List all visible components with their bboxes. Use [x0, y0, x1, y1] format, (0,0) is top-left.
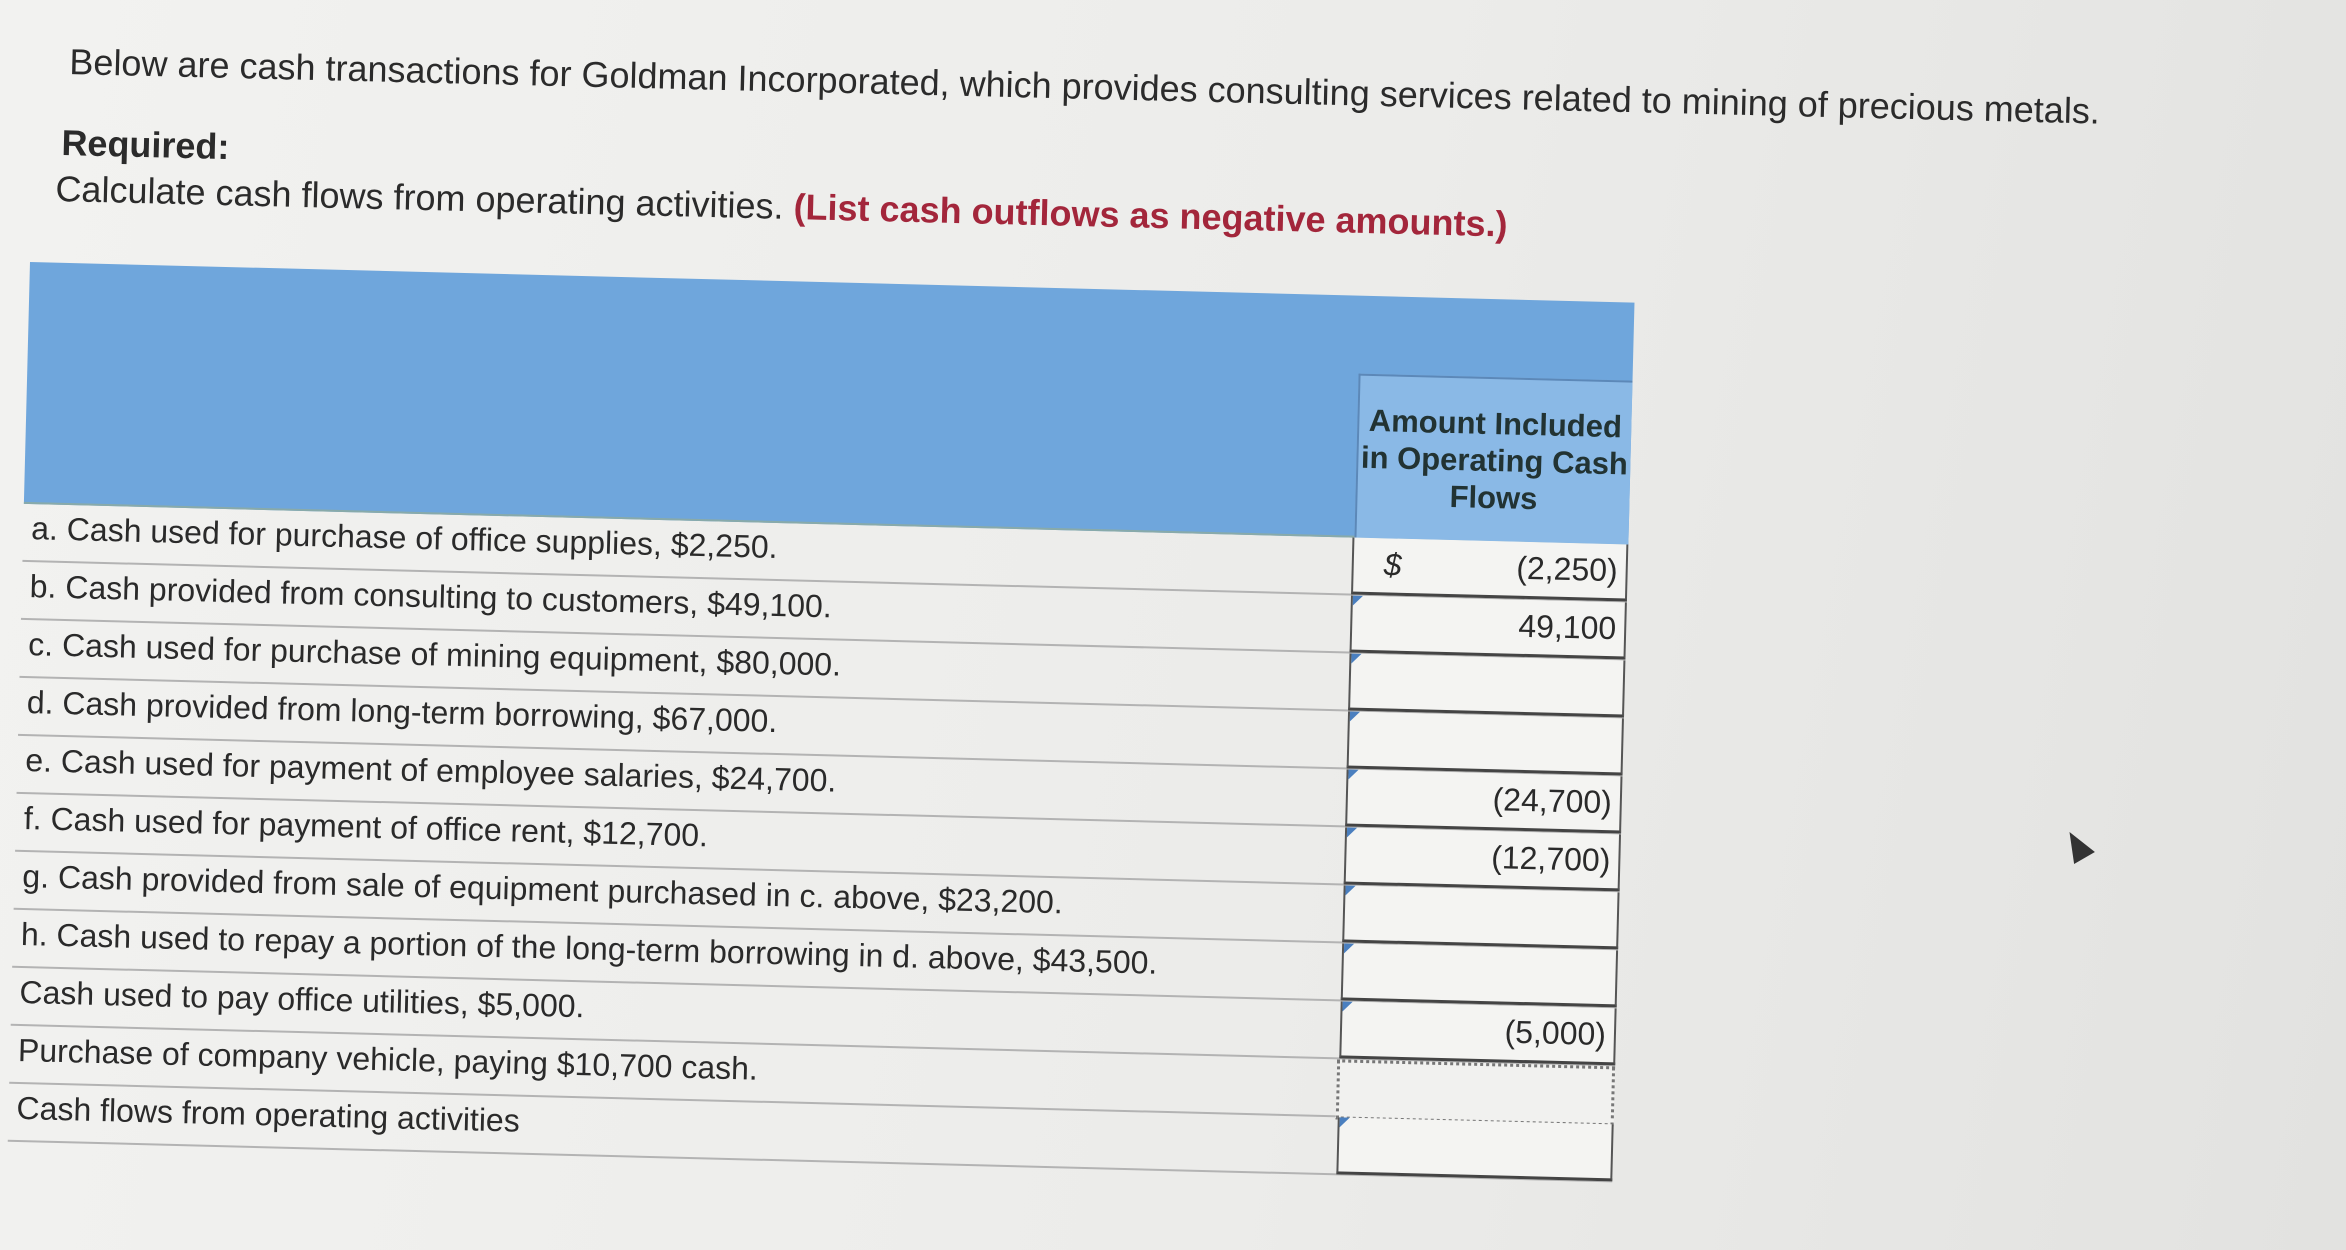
row-label: b. Cash provided from consulting to customers, $49,100.	[29, 568, 833, 625]
instruction-note: (List cash outflows as negative amounts.)	[793, 186, 1509, 245]
row-label: d. Cash provided from long-term borrowing, $67,000.	[26, 684, 778, 740]
cell-marker-icon	[1353, 596, 1363, 606]
amount-input[interactable]	[1336, 1059, 1615, 1126]
cell-marker-icon	[1345, 885, 1355, 895]
amount-value: (5,000)	[1504, 1013, 1607, 1053]
cell-marker-icon	[1350, 712, 1360, 722]
amount-value: (24,700)	[1492, 781, 1613, 821]
amount-column-header: Amount Included in Operating Cash Flows	[1354, 374, 1632, 545]
table-header	[24, 262, 1635, 545]
row-label: e. Cash used for payment of employee salaries, $24,700.	[24, 742, 837, 799]
amount-value: (2,250)	[1515, 549, 1619, 589]
cell-marker-icon	[1342, 1001, 1352, 1011]
instruction-main: Calculate cash flows from operating activities.	[54, 168, 785, 227]
row-label: f. Cash used for payment of office rent, $12,700.	[23, 800, 709, 854]
amount-value: (12,700)	[1490, 839, 1611, 879]
intro-text: Below are cash transactions for Goldman Incorporated, which provides consulting services related to mining of precious metals.	[68, 40, 2101, 132]
amount-input[interactable]	[1342, 885, 1619, 949]
amount-input[interactable]	[1348, 654, 1625, 718]
row-label: c. Cash used for purchase of mining equipment, $80,000.	[27, 626, 842, 683]
cell-marker-icon	[1347, 828, 1357, 838]
row-label: Cash flows from operating activities	[16, 1089, 521, 1139]
cell-marker-icon	[1344, 943, 1354, 953]
amount-value: 49,100	[1517, 607, 1617, 647]
amount-input[interactable]	[1341, 943, 1618, 1007]
required-label: Required:	[60, 122, 230, 168]
amount-input[interactable]	[1347, 711, 1624, 775]
cell-marker-icon	[1340, 1117, 1350, 1127]
row-label: a. Cash used for purchase of office supplies, $2,250.	[30, 510, 779, 566]
amount-input[interactable]	[1344, 827, 1621, 891]
row-label: Cash used to pay office utilities, $5,000.	[19, 973, 585, 1025]
row-label: h. Cash used to repay a portion of the long-term borrowing in d. above, $43,500.	[20, 915, 1158, 981]
row-label: Purchase of company vehicle, paying $10,700 cash.	[17, 1031, 759, 1087]
amount-input[interactable]	[1339, 1001, 1616, 1065]
amount-input[interactable]	[1350, 596, 1627, 660]
cash-flow-table	[8, 262, 1635, 1182]
row-label: g. Cash provided from sale of equipment purchased in c. above, $23,200.	[22, 858, 1064, 921]
currency-symbol: $	[1383, 546, 1403, 583]
amount-input[interactable]	[1351, 538, 1628, 602]
amount-input[interactable]	[1345, 769, 1622, 833]
cell-marker-icon	[1351, 654, 1361, 664]
cell-marker-icon	[1348, 770, 1358, 780]
total-input[interactable]	[1336, 1117, 1613, 1181]
mouse-cursor-icon	[2059, 826, 2095, 864]
instruction-text	[55, 168, 1508, 245]
